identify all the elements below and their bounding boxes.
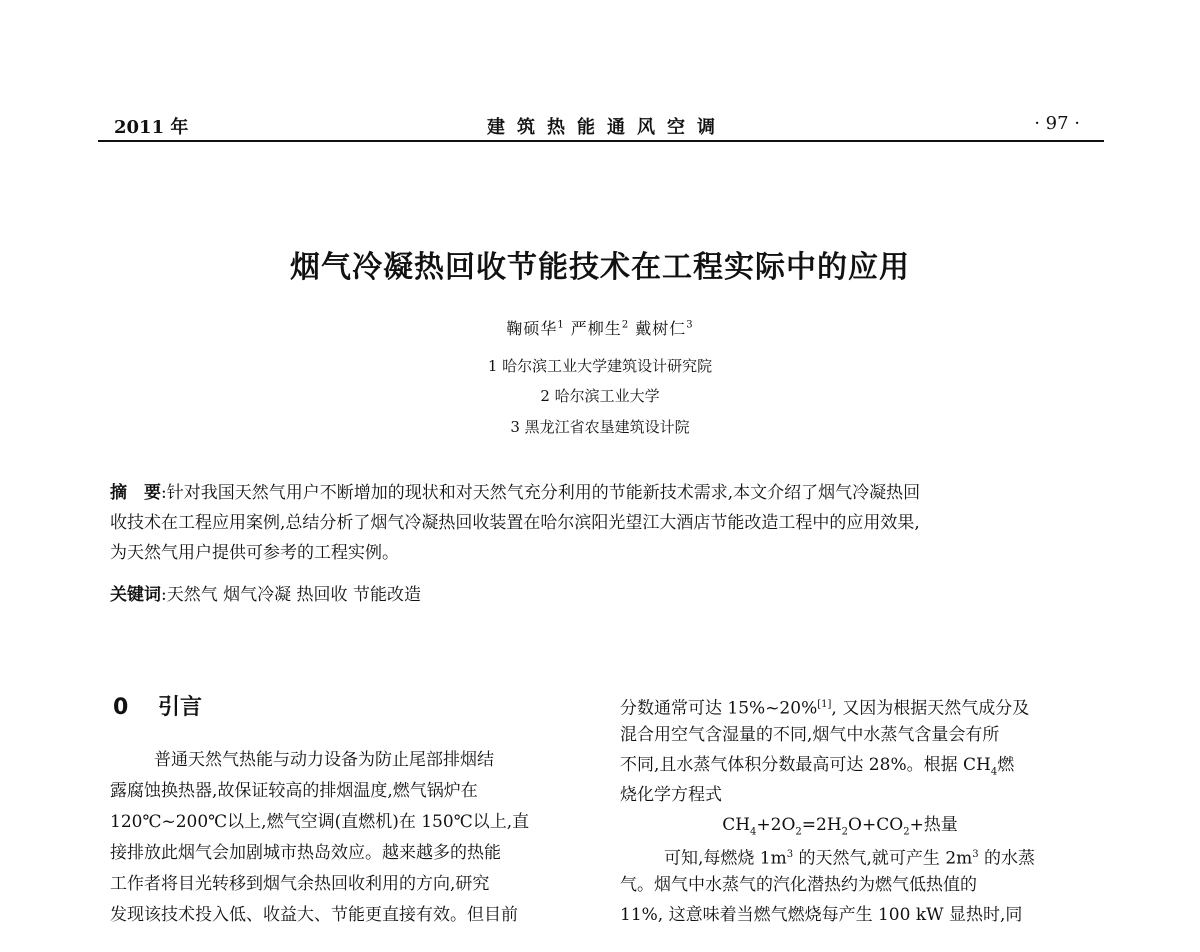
- affiliation: 1 哈尔滨工业大学建筑设计研究院: [487, 357, 713, 375]
- chemical-equation: [620, 810, 1100, 840]
- eq-part: +2O: [756, 815, 796, 835]
- body-text: 分数通常可达 15%~20%: [620, 698, 818, 719]
- running-header: [98, 112, 1104, 142]
- body-text: 可知,每燃烧 1m: [664, 848, 787, 869]
- body-line: 烧化学方程式: [620, 785, 722, 805]
- body-line: 工作者将目光转移到烟气余热回收利用的方向,研究: [110, 874, 490, 894]
- body-line: [620, 750, 1100, 780]
- author-affiliation-mark: 3: [686, 319, 694, 331]
- eq-part: CH: [722, 815, 751, 835]
- author-affiliation-mark: 2: [621, 319, 630, 331]
- superscript: 3: [972, 849, 979, 860]
- body-line: 气。烟气中水蒸气的汽化潜热约为燃气低热值的: [620, 875, 977, 895]
- body-line: 11%, 这意味着当燃气燃烧每产生 100 kW 显热时,同: [620, 905, 1023, 925]
- section-title: 引言: [158, 695, 203, 720]
- affiliation: 3 黑龙江省农垦建筑设计院: [510, 418, 690, 436]
- section-number: 0: [113, 695, 129, 720]
- body-line: 混合用空气含湿量的不同,烟气中水蒸气含量会有所: [620, 725, 1000, 745]
- paper-title: 烟气冷凝热回收节能技术在工程实际中的应用: [290, 250, 910, 285]
- body-line: 露腐蚀换热器,故保证较高的排烟温度,燃气锅炉在: [110, 781, 478, 801]
- subscript: 2: [841, 826, 849, 838]
- left-column-body: [110, 745, 580, 931]
- author-list: [0, 316, 1200, 339]
- header-year: 2011 年: [114, 117, 189, 138]
- body-line: 发现该技术投入低、收益大、节能更直接有效。但目前: [110, 905, 518, 925]
- abstract-label: 摘 要: [110, 483, 161, 503]
- author-affiliation-mark: 1: [557, 319, 565, 331]
- body-text: , 又因为根据天然气成分及: [831, 698, 1030, 719]
- author-name: 戴树仁: [635, 319, 687, 338]
- affiliation: 2 哈尔滨工业大学: [540, 387, 660, 405]
- body-line: 普通天然气热能与动力设备为防止尾部排烟结: [154, 750, 494, 770]
- keywords: [110, 580, 421, 605]
- body-line: 120℃~200℃以上,燃气空调(直燃机)在 150℃以上,直: [110, 812, 530, 832]
- subscript: 2: [795, 826, 802, 838]
- subscript: 2: [903, 826, 910, 838]
- subscript: 4: [990, 766, 998, 778]
- eq-part: =2H: [801, 815, 842, 835]
- keywords-text: :天然气 烟气冷凝 热回收 节能改造: [161, 585, 421, 605]
- section-heading: [113, 690, 202, 721]
- superscript: 3: [786, 849, 794, 860]
- body-line: [620, 690, 1100, 720]
- body-line: 接排放此烟气会加剧城市热岛效应。越来越多的热能: [110, 843, 501, 863]
- eq-part: O+CO: [848, 815, 904, 835]
- body-text: 的水蒸: [978, 848, 1036, 869]
- header-page-number: · 97 ·: [1034, 113, 1080, 134]
- body-text: 燃: [997, 755, 1015, 775]
- body-text: 的天然气,就可产生 2m: [793, 848, 973, 869]
- abstract-line: 收技术在工程应用案例,总结分析了烟气冷凝热回收装置在哈尔滨阳光望江大酒店节能改造工程中的应用效果,: [110, 513, 920, 533]
- abstract-text: :针对我国天然气用户不断增加的现状和对天然气充分利用的节能新技术需求,本文介绍了烟气冷凝热回: [161, 483, 921, 503]
- header-journal-name: 建筑热能通风空调: [487, 117, 727, 138]
- abstract-line: 为天然气用户提供可参考的工程实例。: [110, 543, 399, 563]
- citation-ref: [1]: [817, 699, 832, 710]
- right-column-body: [620, 690, 1100, 930]
- abstract-line: [110, 478, 1095, 508]
- eq-part: +热量: [909, 815, 958, 835]
- subscript: 4: [750, 826, 757, 838]
- body-line: [620, 840, 1100, 870]
- keywords-label: 关键词: [110, 585, 161, 605]
- author-name: 鞠硕华: [506, 319, 558, 338]
- author-name: 严柳生: [570, 319, 622, 338]
- body-text: 不同,且水蒸气体积分数最高可达 28%。根据 CH: [620, 755, 991, 775]
- abstract: [110, 478, 1095, 568]
